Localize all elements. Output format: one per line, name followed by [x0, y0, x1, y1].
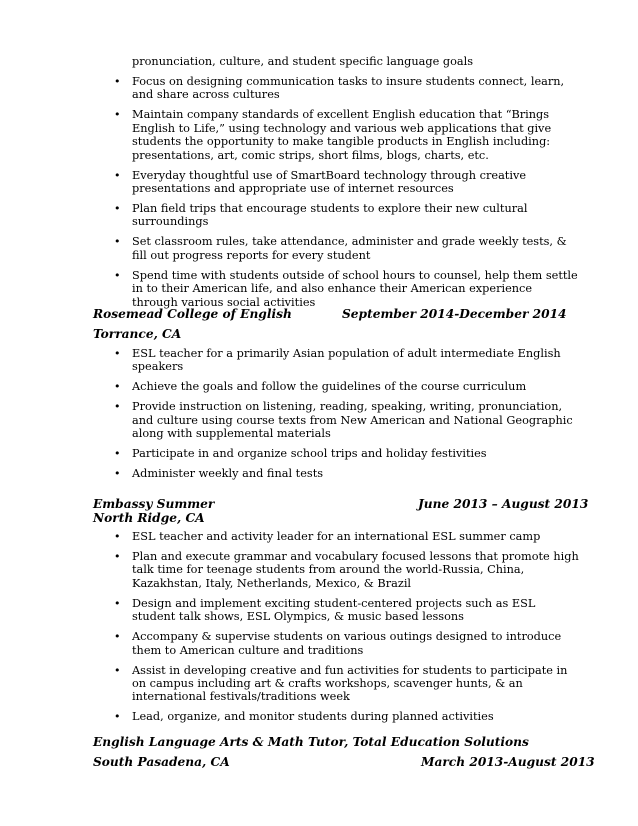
job-employer-embassy: Embassy Summer — [93, 497, 215, 511]
list-item: • Provide instruction on listening, reading, speaking, writing, pronunciation, and culture using course texts from New American and National Geographic along with supplemental materials — [112, 400, 580, 440]
job-location-rosemead: Torrance, CA — [93, 327, 182, 341]
list-item: • Focus on designing communication tasks to insure students connect, learn, and share across cultures — [112, 75, 580, 102]
continued-bullet-text: pronunciation, culture, and student specific language goals — [132, 55, 474, 68]
list-item: • Design and implement exciting student-centered projects such as ESL student talk shows, ESL Olympics, & music based lessons — [112, 597, 580, 624]
list-item: • Plan and execute grammar and vocabulary focused lessons that promote high talk time for teenage students from around the world-Russia, China, Kazakhstan, Italy, Netherlands, Mexico, & Brazil — [112, 550, 580, 590]
list-item: • Administer weekly and final tests — [112, 467, 580, 480]
bullet-list-rosemead — [112, 347, 580, 487]
job-dates-tutor: March 2013-August 2013 — [421, 755, 595, 769]
list-item: • Set classroom rules, take attendance, administer and grade weekly tests, & fill out progress reports for every student — [112, 235, 580, 262]
bullet-list-embassy — [112, 530, 580, 730]
list-item: • Plan field trips that encourage students to explore their new cultural surroundings — [112, 202, 580, 229]
list-item: • Spend time with students outside of school hours to counsel, help them settle in to their American life, and also enhance their American experience through various social activities — [112, 269, 580, 309]
list-item: • Achieve the goals and follow the guidelines of the course curriculum — [112, 380, 580, 393]
job-location-embassy: North Ridge, CA — [93, 511, 205, 525]
list-item: • Accompany & supervise students on various outings designed to introduce them to American culture and traditions — [112, 630, 580, 657]
list-item: • Participate in and organize school trips and holiday festivities — [112, 447, 580, 460]
list-item: • Maintain company standards of excellent English education that “Brings English to Life,” using technology and various web applications that give students the opportunity to make tangible products in English including: presentations, art, comic strips, short films, blogs, charts, etc. — [112, 108, 580, 162]
bullet-list-previous-job — [112, 75, 580, 316]
list-item: • ESL teacher for a primarily Asian population of adult intermediate English speakers — [112, 347, 580, 374]
list-item: • ESL teacher and activity leader for an international ESL summer camp — [112, 530, 580, 543]
job-employer-rosemead: Rosemead College of English — [93, 307, 292, 321]
job-dates-embassy: June 2013 – August 2013 — [418, 497, 589, 511]
list-item: • Assist in developing creative and fun activities for students to participate in on campus including art & crafts workshops, scavenger hunts, & an international festivals/traditions week — [112, 664, 580, 704]
list-item: • Everyday thoughtful use of SmartBoard technology through creative presentations and appropriate use of internet resources — [112, 169, 580, 196]
job-dates-rosemead: September 2014-December 2014 — [342, 307, 567, 321]
list-item: • Lead, organize, and monitor students during planned activities — [112, 710, 580, 723]
job-location-tutor: South Pasadena, CA — [93, 755, 230, 769]
job-title-tutor: English Language Arts & Math Tutor, Total Education Solutions — [93, 735, 529, 749]
